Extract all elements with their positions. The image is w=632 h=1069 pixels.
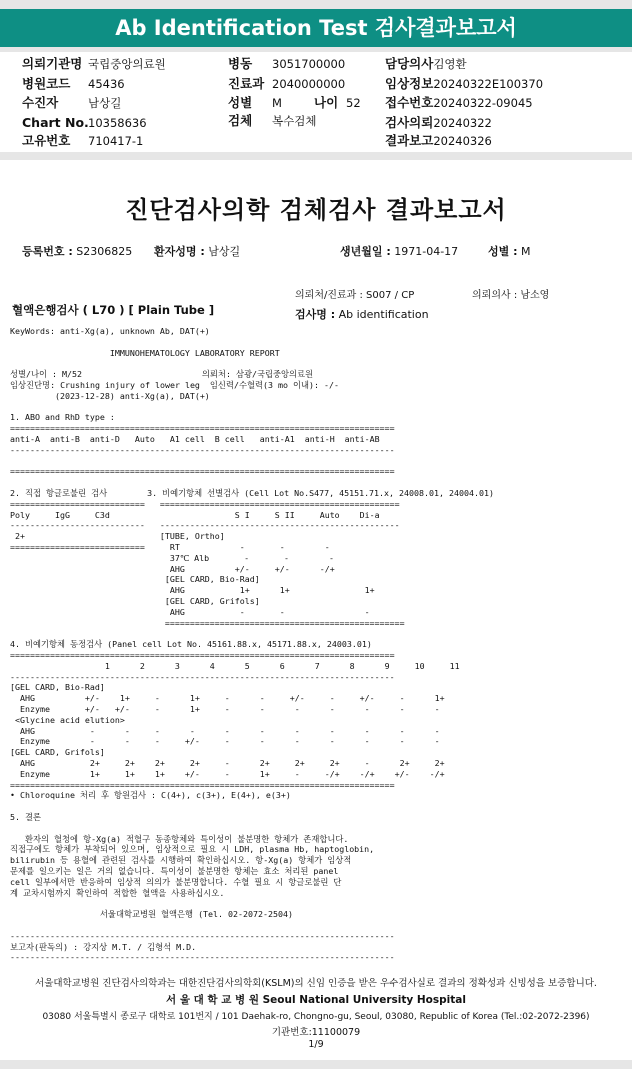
hospital-address: 03080 서울특별시 종로구 대학로 101번지 / 101 Daehak-ro, Chongno-gu, Seoul, 03080, Republic of Korea (Tel.:02-2072-2396) [42, 1012, 590, 1022]
report-line: ----------------------------------------------------------------------------- [10, 444, 395, 455]
report-line: bilirubin 등 용혈에 관련된 검사를 시행하여 확인하십시오. 항-Xg(a) 항체가 임상적 [10, 855, 352, 866]
report-line: ============================================================================= [10, 466, 395, 477]
report-line: Poly IgG C3d S I S II Auto Di-a [10, 509, 380, 520]
report-line: ----------------------------------------------------------------------------- [10, 930, 395, 941]
report-line: --------------------------- ------------------------------------------------ [10, 520, 400, 531]
institution-number: 기관번호:11100079 [271, 1027, 361, 1038]
info-patient: 수진자 남상길 [22, 95, 122, 110]
report-line: AHG +/- 1+ - 1+ - - +/- - +/- - 1+ [10, 693, 445, 704]
report-line: 문제를 일으키는 일은 거의 없습니다. 특이성이 불분명한 항체는 효소 처리된 panel [10, 866, 339, 876]
report-line: IMMUNOHEMATOLOGY LABORATORY REPORT [10, 347, 280, 358]
report-line: ============================================================================= [10, 423, 395, 434]
report-banner-title: Ab Identification Test 검사결과보고서 [0, 9, 632, 47]
report-line: KeyWords: anti-Xg(a), unknown Ab, DAT(+) [10, 326, 210, 336]
exam-name: 검사명 : Ab identification [295, 308, 429, 321]
page-number: 1/9 [308, 1039, 324, 1050]
report-line: 4. 비예기항체 동정검사 (Panel cell Lot No. 45161.88.x, 45171.88.x, 24003.01) [10, 639, 372, 650]
report-line: 보고자(판독의) : 강지상 M.T. / 김형석 M.D. [10, 941, 197, 952]
report-line: • Chloroquine 처리 후 항원검사 : C(4+), c(3+), E(4+), e(3+) [10, 790, 291, 801]
report-line: =========================== ================================================ [10, 498, 400, 509]
report-line: 37℃ Alb - - - [10, 552, 335, 563]
report-line: AHG - - - [10, 606, 370, 617]
report-line: 1 2 3 4 5 6 7 8 9 10 11 [10, 660, 460, 671]
report-line: 서울대학교병원 혈액은행 (Tel. 02-2072-2504) [10, 909, 293, 920]
patient-info-box [0, 52, 632, 152]
report-line: =========================== RT - - - [10, 542, 330, 552]
report-line: [GEL CARD, Grifols] [10, 596, 260, 606]
report-title: 진단검사의학 검체검사 결과보고서 [125, 196, 507, 224]
report-line: ================================================ [10, 617, 405, 628]
report-line: ============================================================================= [10, 779, 395, 790]
report-line: [GEL CARD, Bio-Rad] [10, 574, 260, 585]
report-line: 직접구에도 항체가 부착되어 있으며, 임상적으로 필요 시 LDH, plasma Hb, haptoglobin, [10, 844, 375, 855]
info-doctor: 담당의사김영환 [385, 56, 467, 71]
info-hospital: 의뢰기관명 국립중앙의료원 [22, 56, 166, 71]
info-department: 진료과 2040000000 [228, 76, 346, 91]
report-line: [GEL CARD, Bio-Rad] [10, 682, 105, 693]
report-line: 2+ [TUBE, Ortho] [10, 531, 225, 542]
report-line: Enzyme +/- +/- - 1+ - - - - - - - [10, 704, 440, 714]
report-line: anti-A anti-B anti-D Auto A1 cell B cell anti-A1 anti-H anti-AB [10, 434, 380, 444]
report-line: AHG 2+ 2+ 2+ 2+ - 2+ 2+ 2+ - 2+ 2+ [10, 758, 445, 768]
info-age: 나이 52 [314, 95, 361, 110]
report-line: AHG +/- +/- -/+ [10, 563, 335, 574]
report-line: 1. ABO and RhD type : [10, 412, 115, 423]
date-of-birth: 생년월일 : 1971-04-17 [340, 245, 459, 258]
report-line: ============================================================================= [10, 650, 395, 660]
info-receipt-no: 접수번호20240322-09045 [385, 95, 533, 110]
sex: 성별 : M [488, 245, 531, 258]
report-line: 5. 결론 [10, 812, 42, 822]
report-line: [GEL CARD, Grifols] [10, 747, 105, 758]
report-line: Enzyme - - - +/- - - - - - - - [10, 736, 440, 747]
department: 의뢰처/진료과 : S007 / CP [295, 290, 415, 301]
info-specimen: 검체 복수검체 [228, 113, 317, 128]
report-line: 2. 직접 항글로불린 검사 3. 비예기항체 선별검사 (Cell Lot No.S477, 45151.71.x, 24008.01, 24004.01) [10, 488, 494, 498]
registration-number: 등록번호 : S2306825 [22, 245, 133, 258]
info-hospital-code: 병원코드 45436 [22, 76, 125, 91]
info-request-date: 검사의뢰20240322 [385, 115, 492, 130]
certification-text: 서울대학교병원 진단검사의학과는 대한진단검사의학회(KSLM)의 신임 인증을 받은 우수검사실로 결과의 정확성과 신빙성을 보증합니다. [35, 978, 597, 989]
info-unique-no: 고유번호 710417-1 [22, 133, 144, 148]
report-line: AHG - - - - - - - - - - - [10, 725, 440, 736]
report-line: <Glycine acid elution> [10, 714, 125, 725]
info-sex: 성별 M [228, 95, 282, 110]
report-line: 성별/나이 : M/52 의뢰처: 삼광/국립중앙의료원 [10, 369, 314, 380]
info-ward: 병동 3051700000 [228, 56, 346, 71]
report-line: AHG 1+ 1+ 1+ [10, 585, 375, 596]
report-line: 임상진단명: Crushing injury of lower leg 임신력/수혈력(3 mo 이내): -/- [10, 380, 339, 390]
report-line: 계 교차시험까지 확인하여 적합한 혈액을 사용하십시오. [10, 887, 225, 898]
report-line: 환자의 혈청에 항-Xg(a) 적혈구 동종항체와 특이성이 불분명한 항체가 존재합니다. [10, 833, 349, 844]
info-chart-no: Chart No.10358636 [22, 115, 147, 130]
report-line: ----------------------------------------------------------------------------- [10, 671, 395, 682]
report-line: (2023-12-28) anti-Xg(a), DAT(+) [10, 390, 210, 401]
test-name: 혈액은행검사 ( L70 ) [ Plain Tube ] [12, 303, 215, 317]
report-line: Enzyme 1+ 1+ 1+ +/- - 1+ - -/+ -/+ +/- -/+ [10, 768, 445, 779]
requesting-doctor: 의뢰의사 : 남소영 [472, 290, 550, 301]
report-page [0, 160, 632, 1060]
report-line: cell 일부에서만 반응하여 임상적 의의가 불분명합니다. 수혈 필요 시 항글로불린 단 [10, 876, 342, 887]
report-line: ----------------------------------------------------------------------------- [10, 952, 395, 963]
info-report-date: 결과보고20240326 [385, 133, 492, 148]
patient-name: 환자성명 : 남상길 [154, 245, 241, 258]
hospital-name: 서 울 대 학 교 병 원 Seoul National University Hospital [166, 994, 466, 1006]
info-clinical: 임상정보20240322E100370 [385, 76, 544, 91]
